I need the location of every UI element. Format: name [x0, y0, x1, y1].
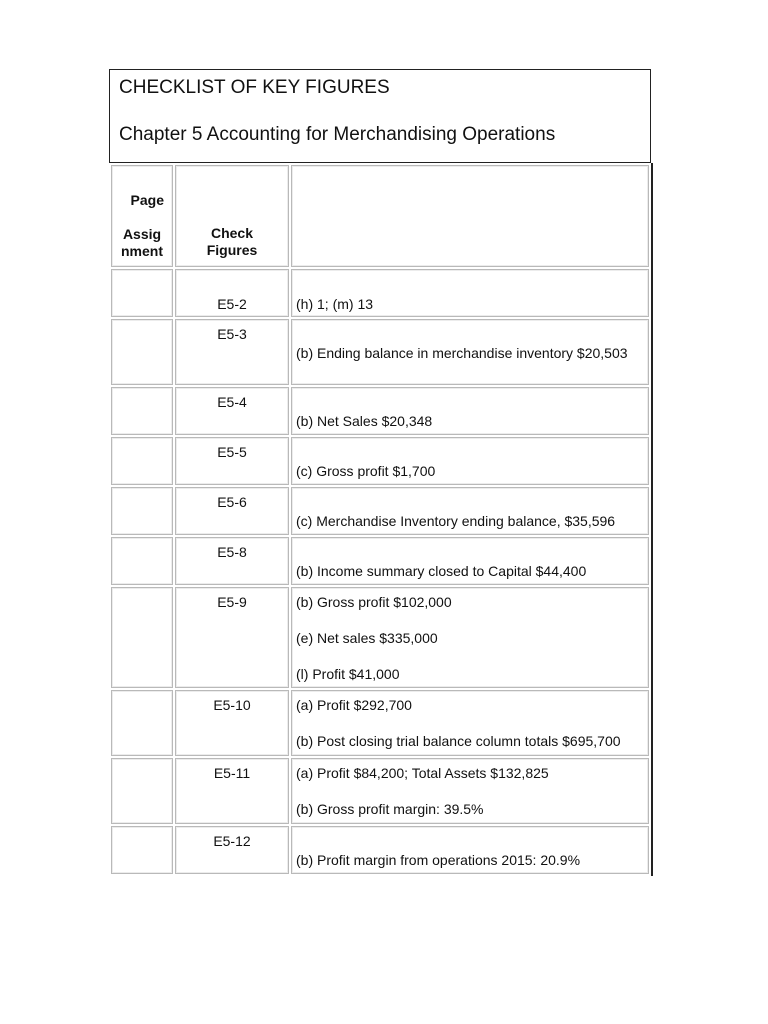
header-page-label: Page: [130, 192, 164, 208]
table-row: [111, 537, 649, 585]
check-figure-cell: [175, 537, 289, 585]
title-box: [109, 69, 651, 163]
description-text: (e) Net sales $335,000: [296, 630, 438, 646]
check-figure-code: E5-2: [217, 296, 247, 312]
check-figure-code: E5-10: [213, 697, 251, 713]
description-cell: [291, 387, 649, 435]
check-figure-cell: [175, 826, 289, 874]
page-cell: [111, 437, 173, 485]
description-cell: [291, 587, 649, 688]
page-cell: [111, 269, 173, 317]
page-cell: [111, 537, 173, 585]
description-cell: [291, 269, 649, 317]
description-cell: [291, 826, 649, 874]
table-row: [111, 826, 649, 874]
description-cell: [291, 537, 649, 585]
check-figure-code: E5-9: [217, 594, 247, 610]
page-cell: [111, 387, 173, 435]
page-cell: [111, 758, 173, 824]
check-figure-cell: [175, 387, 289, 435]
check-figure-cell: [175, 690, 289, 756]
description-text: (c) Merchandise Inventory ending balance, $35,596: [296, 513, 616, 529]
check-figure-cell: [175, 269, 289, 317]
description-text: (b) Net Sales $20,348: [296, 413, 433, 429]
check-figure-cell: [175, 758, 289, 824]
check-figure-code: E5-6: [217, 494, 247, 510]
page-cell: [111, 826, 173, 874]
table-row: [111, 587, 649, 688]
page-cell: [111, 587, 173, 688]
description-text: (b) Gross profit $102,000: [296, 594, 452, 610]
check-figure-cell: [175, 587, 289, 688]
description-cell: [291, 690, 649, 756]
description-cell: [291, 487, 649, 535]
check-figure-code: E5-3: [217, 326, 247, 342]
table-row: [111, 437, 649, 485]
check-figure-cell: [175, 487, 289, 535]
table-row: [111, 269, 649, 317]
table-row: [111, 487, 649, 535]
header-row: [111, 165, 649, 267]
description-cell: [291, 758, 649, 824]
description-text: (b) Ending balance in merchandise inventory $20,503: [296, 345, 628, 361]
description-text: (a) Profit $84,200; Total Assets $132,825: [296, 765, 549, 781]
table-row: [111, 387, 649, 435]
description-text: (b) Income summary closed to Capital $44,400: [296, 563, 587, 579]
check-figure-code: E5-8: [217, 544, 247, 560]
header-check-figures: [175, 165, 289, 267]
header-page-assignment: [111, 165, 173, 267]
check-figure-code: E5-5: [217, 444, 247, 460]
description-text: (a) Profit $292,700: [296, 697, 412, 713]
header-assignment-label: Assig nment: [121, 226, 163, 259]
header-description: [291, 165, 649, 267]
page-cell: [111, 487, 173, 535]
description-cell: [291, 437, 649, 485]
page-cell: [111, 319, 173, 385]
chapter-title: Chapter 5 Accounting for Merchandising Operations: [119, 124, 556, 145]
check-figure-cell: [175, 437, 289, 485]
check-figure-cell: [175, 319, 289, 385]
table-row: [111, 758, 649, 824]
check-figure-code: E5-11: [213, 765, 251, 781]
description-text: (b) Post closing trial balance column totals $695,700: [296, 733, 621, 749]
description-text: (l) Profit $41,000: [296, 666, 400, 682]
table-row: [111, 690, 649, 756]
check-figure-code: E5-12: [213, 833, 251, 849]
key-figures-table: [109, 163, 653, 876]
header-check-label: Check Figures: [206, 225, 258, 258]
document-title: CHECKLIST OF KEY FIGURES: [119, 77, 390, 98]
description-text: (b) Gross profit margin: 39.5%: [296, 801, 484, 817]
description-text: (b) Profit margin from operations 2015: 20.9%: [296, 852, 581, 868]
table-row: [111, 319, 649, 385]
description-cell: [291, 319, 649, 385]
check-figure-code: E5-4: [217, 394, 247, 410]
description-text: (c) Gross profit $1,700: [296, 463, 436, 479]
description-text: (h) 1; (m) 13: [296, 296, 374, 312]
page-cell: [111, 690, 173, 756]
